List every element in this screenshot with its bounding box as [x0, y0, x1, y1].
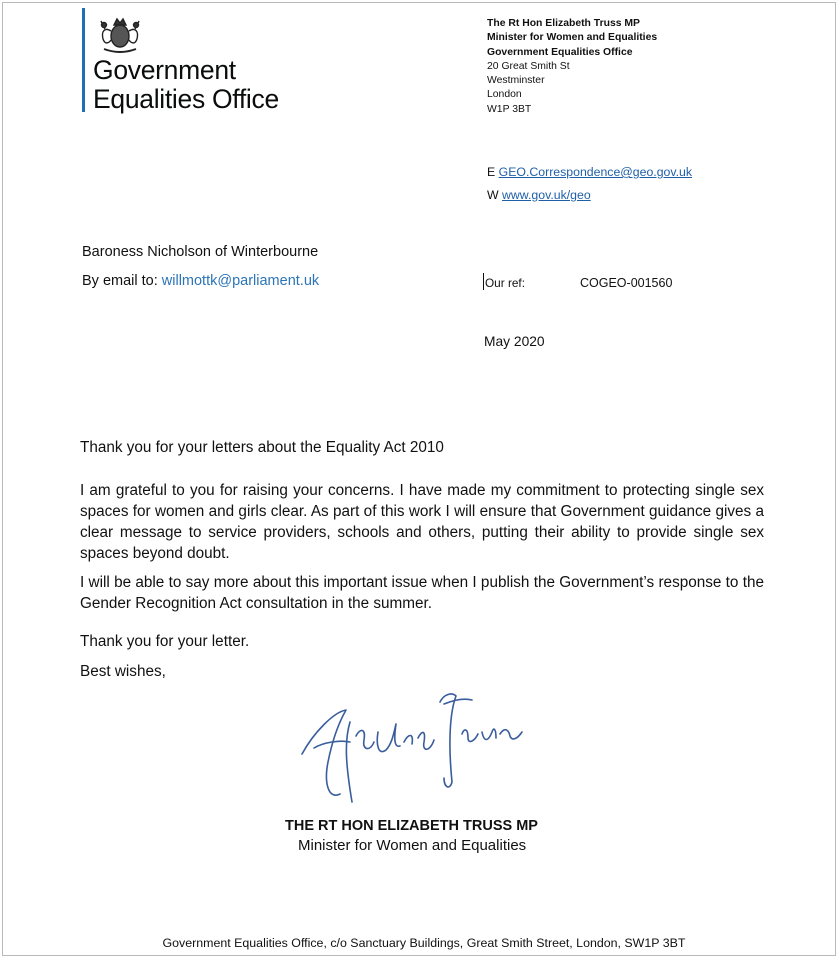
- org-name-line1: Government: [93, 55, 236, 85]
- signatory-name: THE RT HON ELIZABETH TRUSS MP: [285, 818, 538, 834]
- recipient-email-label: By email to:: [82, 273, 158, 289]
- recipient-name: Baroness Nicholson of Winterbourne: [82, 244, 319, 260]
- signatory-title: Minister for Women and Equalities: [298, 837, 527, 854]
- address-line: London: [487, 89, 522, 101]
- reference-label: Our ref:: [485, 276, 525, 290]
- letter-date: May 2020: [484, 334, 545, 349]
- recipient-email-line: [82, 273, 319, 289]
- contact-web-link[interactable]: www.gov.uk/geo: [502, 188, 591, 202]
- text-cursor: [483, 273, 484, 290]
- sender-office: Government Equalities Office: [487, 46, 633, 58]
- royal-crest-icon: [95, 9, 145, 55]
- contact-email-link[interactable]: GEO.Correspondence@geo.gov.uk: [498, 165, 693, 179]
- address-line: Westminster: [487, 75, 545, 87]
- sender-address-block: [487, 17, 657, 117]
- contact-web-line: [487, 188, 591, 202]
- sender-name: The Rt Hon Elizabeth Truss MP: [487, 18, 640, 29]
- web-prefix: W: [487, 188, 499, 202]
- sender-role: Minister for Women and Equalities: [487, 32, 658, 44]
- recipient-email-link[interactable]: willmottk@parliament.uk: [161, 273, 320, 289]
- closing-salutation: Best wishes,: [80, 663, 166, 680]
- address-line: 20 Great Smith St: [487, 60, 570, 72]
- body-paragraph-4: Thank you for your letter.: [80, 633, 250, 650]
- brand-bar: [82, 8, 85, 112]
- letter-footer: Government Equalities Office, c/o Sanctuary Buildings, Great Smith Street, London, SW1P 3BT: [162, 936, 686, 950]
- email-prefix: E: [487, 165, 496, 179]
- body-paragraph-1: Thank you for your letters about the Equality Act 2010: [80, 439, 444, 456]
- organisation-name: [93, 56, 279, 114]
- body-paragraph-2: I am grateful to you for raising your concerns. I have made my commitment to protecting single sex spaces for women and girls clear. As part of this work I will ensure that Government guidance gives a clear message to service providers, schools and others, putting their ability to provide single sex spaces beyond doubt.: [80, 482, 764, 562]
- reference-value: COGEO-001560: [580, 276, 673, 290]
- org-name-line2: Equalities Office: [93, 84, 279, 114]
- body-paragraph-3: I will be able to say more about this important issue when I publish the Government’s response to the Gender Recognition Act consultation in the summer.: [80, 574, 764, 612]
- handwritten-signature: [294, 682, 530, 816]
- address-line: W1P 3BT: [487, 103, 532, 115]
- contact-email-line: [487, 165, 692, 179]
